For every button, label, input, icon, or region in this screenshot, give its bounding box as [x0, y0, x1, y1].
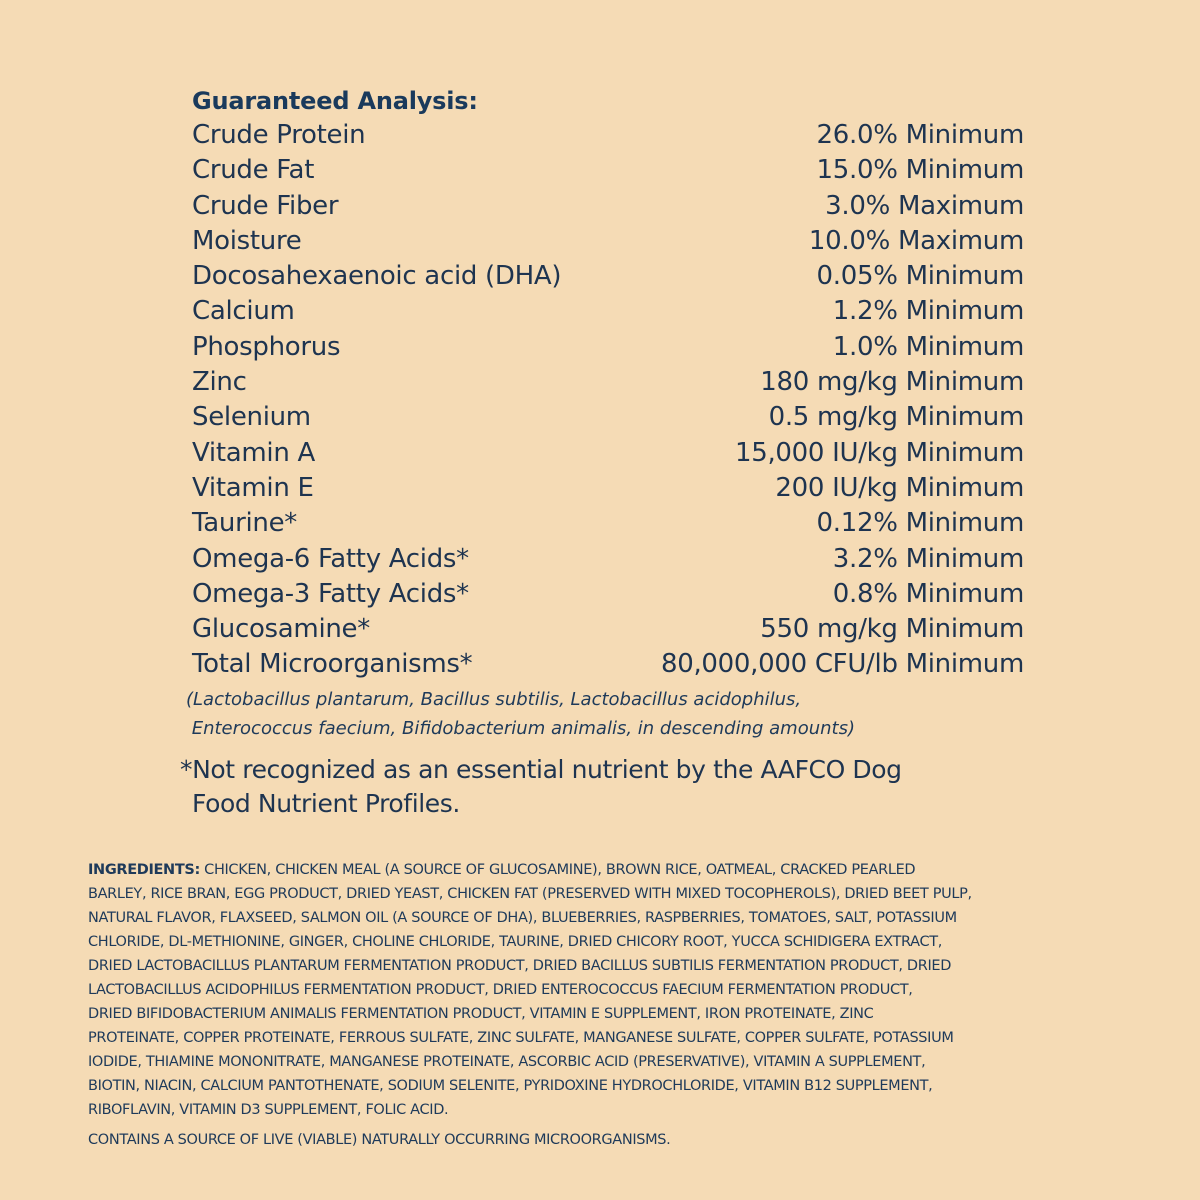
nutrient-name: Moisture	[192, 225, 302, 256]
nutrient-value: 1.2% Minimum	[832, 296, 1024, 327]
nutrient-value: 1.0% Minimum	[832, 331, 1024, 362]
nutrient-name: Omega-3 Fatty Acids*	[192, 578, 469, 609]
ingredients-label: INGREDIENTS:	[88, 862, 200, 878]
nutrient-name: Calcium	[192, 296, 295, 327]
nutrient-name: Phosphorus	[192, 331, 341, 362]
nutrient-row	[192, 153, 1024, 188]
nutrient-value: 3.0% Maximum	[825, 190, 1024, 221]
nutrient-row	[192, 294, 1024, 329]
nutrient-name: Total Microorganisms*	[192, 649, 473, 680]
nutrient-name: Vitamin E	[192, 472, 314, 503]
nutrient-name: Selenium	[192, 402, 311, 433]
nutrient-row	[192, 189, 1024, 224]
nutrient-row	[192, 506, 1024, 541]
nutrient-row	[192, 647, 1024, 682]
nutrient-row	[192, 330, 1024, 365]
nutrient-row	[192, 436, 1024, 471]
aafco-disclaimer: *Not recognized as an essential nutrient by the AAFCO Dog Food Nutrient Profiles.	[180, 755, 902, 818]
nutrient-row	[192, 612, 1024, 647]
nutrient-name: Vitamin A	[192, 437, 315, 468]
nutrient-name: Crude Fat	[192, 155, 315, 186]
nutrient-name: Taurine*	[192, 508, 297, 539]
nutrient-table	[192, 118, 1024, 683]
nutrient-name: Crude Protein	[192, 120, 366, 150]
nutrient-name: Docosahexaenoic acid (DHA)	[192, 261, 562, 292]
nutrient-row	[192, 577, 1024, 612]
guaranteed-analysis-section	[186, 84, 1024, 743]
nutrient-value: 3.2% Minimum	[832, 543, 1024, 574]
nutrient-value: 15,000 IU/kg Minimum	[734, 437, 1024, 468]
nutrient-name: Crude Fiber	[192, 190, 339, 221]
nutrient-value: 0.05% Minimum	[816, 261, 1024, 292]
nutrient-row	[192, 118, 1024, 153]
nutrient-row	[192, 224, 1024, 259]
nutrient-row	[192, 365, 1024, 400]
nutrient-name: Zinc	[192, 367, 247, 398]
ingredients-list: INGREDIENTS: CHICKEN, CHICKEN MEAL (A SOURCE OF GLUCOSAMINE), BROWN RICE, OATMEAL, CRACKED PEARLED BARLEY, RICE BRAN, EGG PRODUCT, DRIED YEAST, CHICKEN FAT (PRESERVED WITH MIXED TOCOPHEROLS), DRIED BEET PULP, NATURAL FLAVOR, FLAXSEED, SALMON OIL (A SOURCE OF DHA), BLUEBERRIES, RASPBERRIES, TOMATOES, SALT, POTASSIUM CHLORIDE, DL-METHIONINE, GINGER, CHOLINE CHLORIDE, TAURINE, DRIED CHICORY ROOT, YUCCA SCHIDIGERA EXTRACT, DRIED LACTOBACILLUS PLANTARUM FERMENTATION PRODUCT, DRIED BACILLUS SUBTILIS FERMENTATION PRODUCT, DRIED LACTOBACILLUS ACIDOPHILUS FERMENTATION PRODUCT, DRIED ENTEROCOCCUS FAECIUM FERMENTATION PRODUCT, DRIED BIFIDOBACTERIUM ANIMALIS FERMENTATION PRODUCT, VITAMIN E SUPPLEMENT, IRON PROTEINATE, ZINC PROTEINATE, COPPER PROTEINATE, FERROUS SULFATE, ZINC SULFATE, MANGANESE SULFATE, COPPER SULFATE, POTASSIUM IODIDE, THIAMINE MONONITRATE, MANGANESE PROTEINATE, ASCORBIC ACID (PRESERVATIVE), VITAMIN A SUPPLEMENT, BIOTIN, NIACIN, CALCIUM PANTOTHENATE, SODIUM SELENITE, PYRIDOXINE HYDROCHLORIDE, VITAMIN B12 SUPPLEMENT, RIBOFLAVIN, VITAMIN D3 SUPPLEMENT, FOLIC ACID.	[88, 862, 972, 1118]
nutrient-row	[192, 400, 1024, 435]
section-title: Guaranteed Analysis:	[192, 87, 478, 115]
nutrient-value: 550 mg/kg Minimum	[760, 614, 1024, 645]
nutrient-value: 180 mg/kg Minimum	[760, 367, 1024, 398]
nutrient-value: 0.12% Minimum	[816, 508, 1024, 539]
nutrient-value: 0.8% Minimum	[832, 578, 1024, 609]
microorganisms-note: (Lactobacillus plantarum, Bacillus subtilis, Lactobacillus acidophilus, Enterococcus faecium, Bifidobacterium animalis, in descending amounts)	[186, 688, 855, 739]
nutrient-row	[192, 542, 1024, 577]
nutrient-value: 15.0% Minimum	[816, 155, 1024, 186]
nutrient-value: 80,000,000 CFU/lb Minimum	[660, 649, 1024, 680]
nutrient-row	[192, 471, 1024, 506]
live-microorganisms-note: CONTAINS A SOURCE OF LIVE (VIABLE) NATURALLY OCCURRING MICROORGANISMS.	[88, 1132, 671, 1148]
nutrient-name: Glucosamine*	[192, 614, 370, 645]
nutrient-value: 0.5 mg/kg Minimum	[768, 402, 1024, 433]
nutrient-name: Omega-6 Fatty Acids*	[192, 543, 469, 574]
nutrient-row	[192, 259, 1024, 294]
nutrient-value: 200 IU/kg Minimum	[775, 472, 1024, 503]
nutrient-value: 10.0% Maximum	[808, 225, 1024, 256]
nutrient-value: 26.0% Minimum	[816, 120, 1024, 150]
